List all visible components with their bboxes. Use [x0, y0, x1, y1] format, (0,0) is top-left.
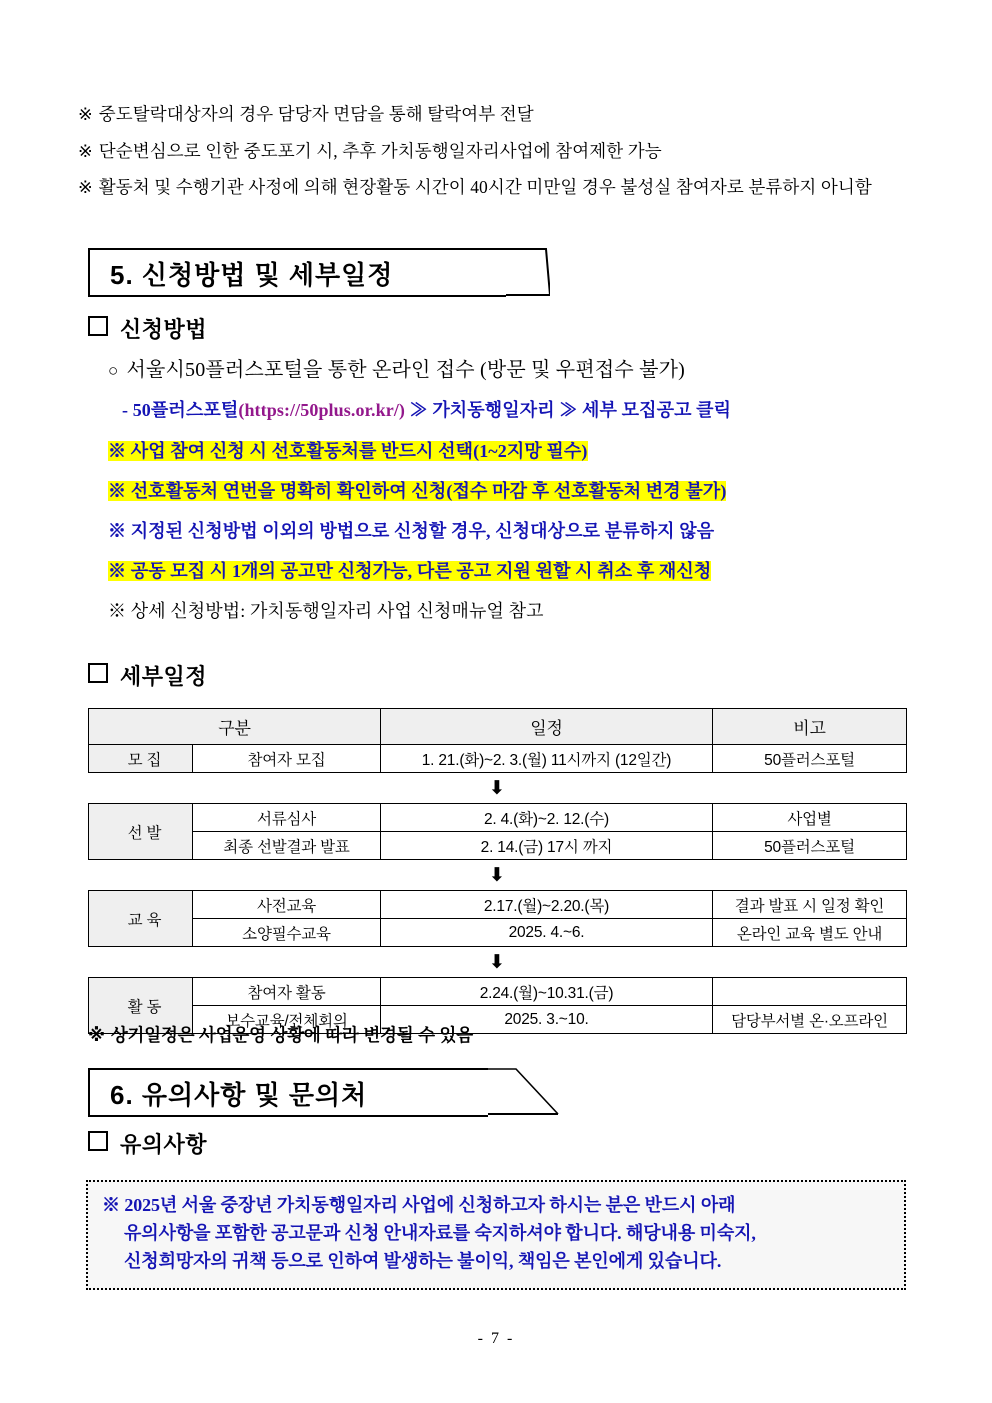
- row-remark: 50플러스포털: [713, 832, 907, 860]
- header-remark: 비고: [713, 709, 907, 745]
- notice-line-2: 유의사항을 포함한 공고문과 신청 안내자료를 숙지하셔야 합니다. 해당내용 미숙지,: [124, 1222, 756, 1243]
- row-item: 서류심사: [193, 804, 381, 832]
- apply-method-block: [108, 360, 928, 629]
- subheading-label: 유의사항: [120, 1132, 208, 1157]
- subheading-caution: [88, 1128, 207, 1159]
- note-marker: ※: [78, 177, 93, 197]
- row-date: 2. 14.(금) 17시 까지: [381, 832, 713, 860]
- apply-note-2: [108, 477, 928, 503]
- schedule-tables: [88, 708, 906, 1034]
- table-header-row: [89, 709, 907, 745]
- note-marker: ※: [108, 561, 127, 581]
- row-date: 2025. 4.~6.: [381, 919, 713, 947]
- circle-bullet-icon: ○: [108, 361, 119, 380]
- top-note-3: [78, 179, 918, 197]
- apply-note-3: [108, 517, 928, 543]
- apply-note-4: [108, 557, 928, 583]
- row-remark: 담당부서별 온·오프라인: [713, 1006, 907, 1034]
- notice-line-1: [102, 1192, 890, 1220]
- apply-plain-note: [108, 597, 928, 623]
- schedule-footer-note: [88, 1022, 473, 1047]
- table-row: [89, 919, 907, 947]
- portal-path-suffix: ≫ 가치동행일자리 ≫ 세부 모집공고 클릭: [405, 400, 732, 420]
- note-text: 선호활동처 연번을 명확히 확인하여 신청(접수 마감 후 선호활동처 변경 불가): [130, 481, 727, 501]
- header-date: 일정: [381, 709, 713, 745]
- note-marker: ※: [78, 140, 93, 161]
- row-date: 1. 21.(화)~2. 3.(월) 11시까지 (12일간): [381, 745, 713, 773]
- row-item: 참여자 활동: [193, 978, 381, 1006]
- row-category: 선 발: [89, 804, 193, 860]
- top-note-1: [78, 106, 918, 124]
- row-category: 모 집: [89, 745, 193, 773]
- row-item: 최종 선발결과 발표: [193, 832, 381, 860]
- row-remark: 사업별: [713, 804, 907, 832]
- portal-name: - 50플러스포털: [122, 400, 239, 420]
- note-marker: ※: [108, 601, 127, 621]
- note-text: 사업 참여 신청 시 선호활동처를 반드시 선택(1~2지망 필수): [130, 441, 588, 461]
- row-category: 활 동: [89, 978, 193, 1034]
- apply-note-1: [108, 437, 928, 463]
- row-date: 2.24.(월)~10.31.(금): [381, 978, 713, 1006]
- row-category: 교 육: [89, 891, 193, 947]
- subheading-apply-method: [88, 313, 207, 344]
- note-marker: ※: [88, 1025, 105, 1045]
- table-row: [89, 804, 907, 832]
- schedule-table-selection: [88, 803, 907, 860]
- subheading-label: 세부일정: [120, 664, 208, 689]
- flow-arrow-1: ⬇: [489, 777, 505, 799]
- apply-main-text: 서울시50플러스포털을 통한 온라인 접수 (방문 및 우편접수 불가): [126, 359, 685, 381]
- note-text: 중도탈락대상자의 경우 담당자 면담을 통해 탈락여부 전달: [98, 104, 534, 124]
- note-text: 상기일정은 사업운영 상황에 따라 변경될 수 있음: [110, 1025, 473, 1045]
- square-bullet-icon: [88, 1131, 108, 1151]
- section6-banner: [88, 1068, 558, 1117]
- header-category: 구분: [89, 709, 381, 745]
- note-marker: ※: [108, 481, 127, 501]
- note-text: 단순변심으로 인한 중도포기 시, 추후 가치동행일자리사업에 참여제한 가능: [98, 140, 662, 161]
- section5-banner-slant: [506, 248, 550, 297]
- square-bullet-icon: [88, 663, 108, 683]
- row-item: 보수교육/전체회의: [193, 1006, 381, 1034]
- apply-main-line: [108, 360, 928, 380]
- flow-arrow-3: ⬇: [489, 951, 505, 973]
- note-marker: ※: [108, 441, 127, 461]
- table-row: [89, 745, 907, 773]
- note-text: 활동처 및 수행기관 사정에 의해 현장활동 시간이 40시간 미만일 경우 불성실 참여자로 분류하지 아니함: [98, 177, 872, 197]
- section5-title: 5. 신청방법 및 세부일정: [110, 260, 394, 290]
- row-remark: 50플러스포털: [713, 745, 907, 773]
- table-row: [89, 978, 907, 1006]
- schedule-table-recruit: [88, 708, 907, 773]
- square-bullet-icon: [88, 316, 108, 336]
- page-number: - 7 -: [477, 1330, 515, 1347]
- row-remark: [713, 978, 907, 1006]
- note-text: 지정된 신청방법 이외의 방법으로 신청할 경우, 신청대상으로 분류하지 않음: [130, 521, 715, 541]
- row-item: 참여자 모집: [193, 745, 381, 773]
- row-item: 소양필수교육: [193, 919, 381, 947]
- caution-notice-box: [86, 1180, 906, 1290]
- row-date: 2025. 3.~10.: [381, 1006, 713, 1034]
- table-row: [89, 891, 907, 919]
- note-text: 공동 모집 시 1개의 공고만 신청가능, 다른 공고 지원 원할 시 취소 후 재신청: [130, 561, 712, 581]
- schedule-table-education: [88, 890, 907, 947]
- portal-url-link[interactable]: (https://50plus.or.kr/): [238, 400, 406, 420]
- note-marker: ※: [102, 1195, 120, 1215]
- row-date: 2.17.(월)~2.20.(목): [381, 891, 713, 919]
- table-row: [89, 832, 907, 860]
- top-notes-group: [78, 106, 918, 216]
- subheading-label: 신청방법: [120, 317, 208, 342]
- notice-text: 2025년 서울 중장년 가치동행일자리 사업에 신청하고자 하시는 분은 반드시 아래: [124, 1195, 736, 1215]
- section6-title: 6. 유의사항 및 문의처: [110, 1080, 368, 1110]
- row-remark: 온라인 교육 별도 안내: [713, 919, 907, 947]
- row-remark: 결과 발표 시 일정 확인: [713, 891, 907, 919]
- apply-path-line: [122, 396, 928, 422]
- section5-banner: [88, 248, 548, 297]
- flow-arrow-2: ⬇: [489, 864, 505, 886]
- note-marker: ※: [108, 521, 127, 541]
- row-date: 2. 4.(화)~2. 12.(수): [381, 804, 713, 832]
- note-text: 상세 신청방법: 가치동행일자리 사업 신청매뉴얼 참고: [130, 601, 544, 621]
- subheading-detailed-schedule: [88, 660, 207, 691]
- row-item: 사전교육: [193, 891, 381, 919]
- top-note-2: [78, 140, 918, 161]
- notice-line-3: 신청희망자의 귀책 등으로 인하여 발생하는 불이익, 책임은 본인에게 있습니다.: [124, 1250, 722, 1271]
- note-marker: ※: [78, 104, 93, 124]
- section6-banner-slant: [488, 1068, 560, 1117]
